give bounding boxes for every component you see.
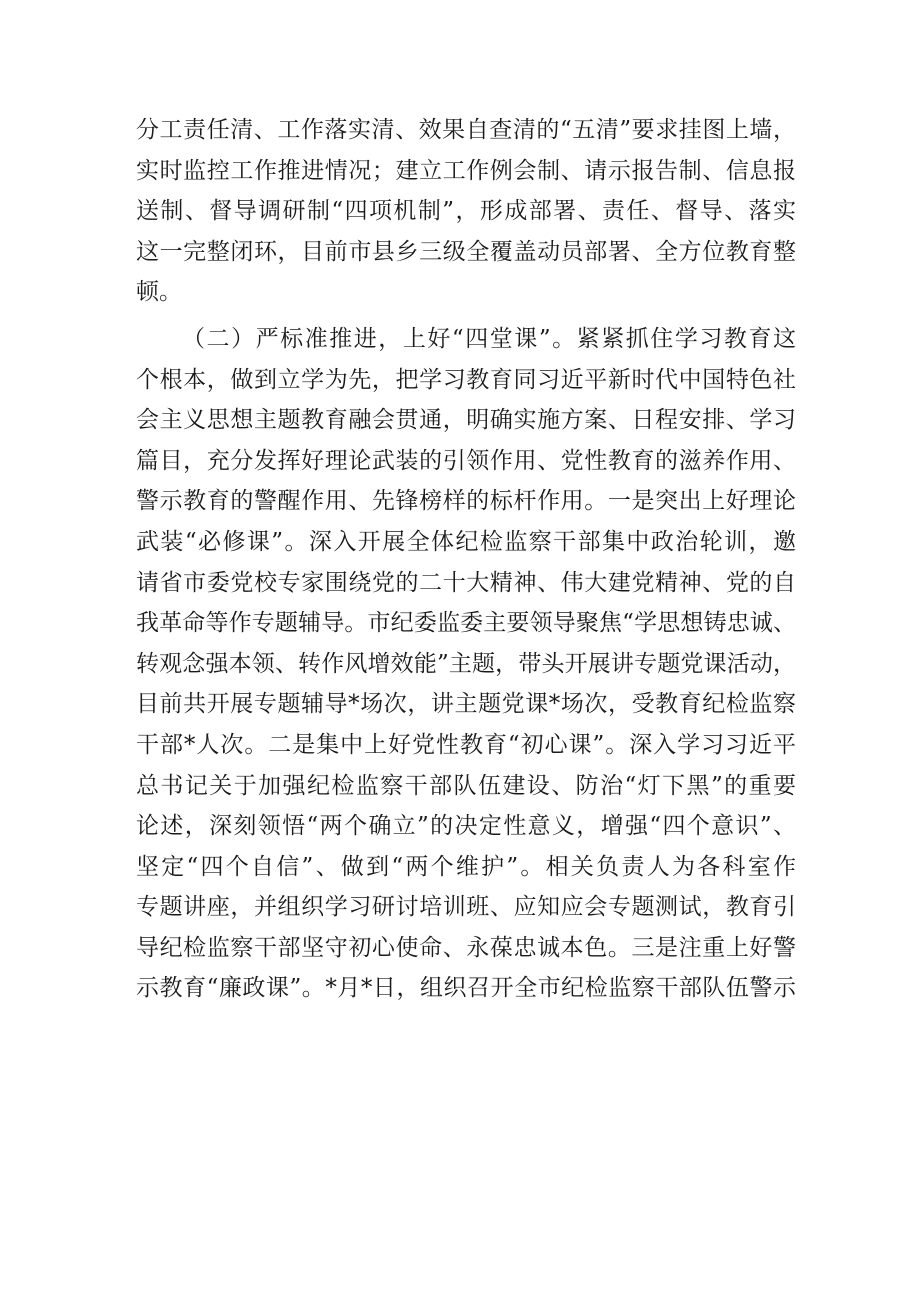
text-line: 专题讲座，并组织学习研讨培训班、应知应会专题测试，教育引 <box>136 894 796 921</box>
text-line: 分工责任清、工作落实清、效果自查清的“五清”要求挂图上墙， <box>136 117 796 143</box>
text-line: 转观念强本领、转作风增效能”主题，带头开展讲专题党课活动， <box>136 650 796 677</box>
text-line: 请省市委党校专家围绕党的二十大精神、伟大建党精神、党的自 <box>136 569 796 596</box>
text-line: 示教育“廉政课”。*月*日，组织召开全市纪检监察干部队伍警示 <box>136 975 796 1002</box>
text-line: 送制、督导调研制“四项机制”，形成部署、责任、督导、落实 <box>136 198 796 225</box>
text-line: 会主义思想主题教育融会贯通，明确实施方案、日程安排、学习 <box>136 407 796 434</box>
paragraph-continued <box>136 110 796 313</box>
text-line: 目前共开展专题辅导*场次，讲主题党课*场次，受教育纪检监察 <box>136 691 796 718</box>
text-line: 总书记关于加强纪检监察干部队伍建设、防治“灯下黑”的重要 <box>136 772 796 799</box>
section-heading-line: （二）严标准推进，上好“四堂课”。紧紧抓住学习教育这 <box>182 325 796 352</box>
text-line <box>136 1050 796 1091</box>
text-line: 坚定“四个自信”、做到“两个维护”。相关负责人为各科室作 <box>136 853 796 880</box>
text-line: 篇目，充分发挥好理论武装的引领作用、党性教育的滋养作用、 <box>136 447 796 474</box>
text-line: 武装“必修课”。深入开展全体纪检监察干部集中政治轮训，邀 <box>136 528 796 555</box>
text-line: 论述，深刻领悟“两个确立”的决定性意义，增强“四个意识”、 <box>136 813 796 840</box>
text-line <box>136 1009 796 1050</box>
text-line: 警示教育的警醒作用、先锋榜样的标杆作用。一是突出上好理论 <box>136 488 796 515</box>
text-line: 个根本，做到立学为先，把学习教育同习近平新时代中国特色社 <box>136 366 796 393</box>
text-line: 我革命等作专题辅导。市纪委监委主要领导聚焦“学思想铸忠诚、 <box>136 610 796 637</box>
text-line: 实时监控工作推进情况；建立工作例会制、请示报告制、信息报 <box>136 157 796 184</box>
text-line: 导纪检监察干部坚守初心使命、永葆忠诚本色。三是注重上好警 <box>136 934 796 961</box>
section-two-paragraph <box>136 319 796 1090</box>
text-line: 干部*人次。二是集中上好党性教育“初心课”。深入学习习近平 <box>136 731 796 758</box>
text-line: 这一完整闭环，目前市县乡三级全覆盖动员部署、全方位教育整 <box>136 238 796 265</box>
document-body <box>136 110 796 1090</box>
text-line: 顿。 <box>136 279 182 306</box>
